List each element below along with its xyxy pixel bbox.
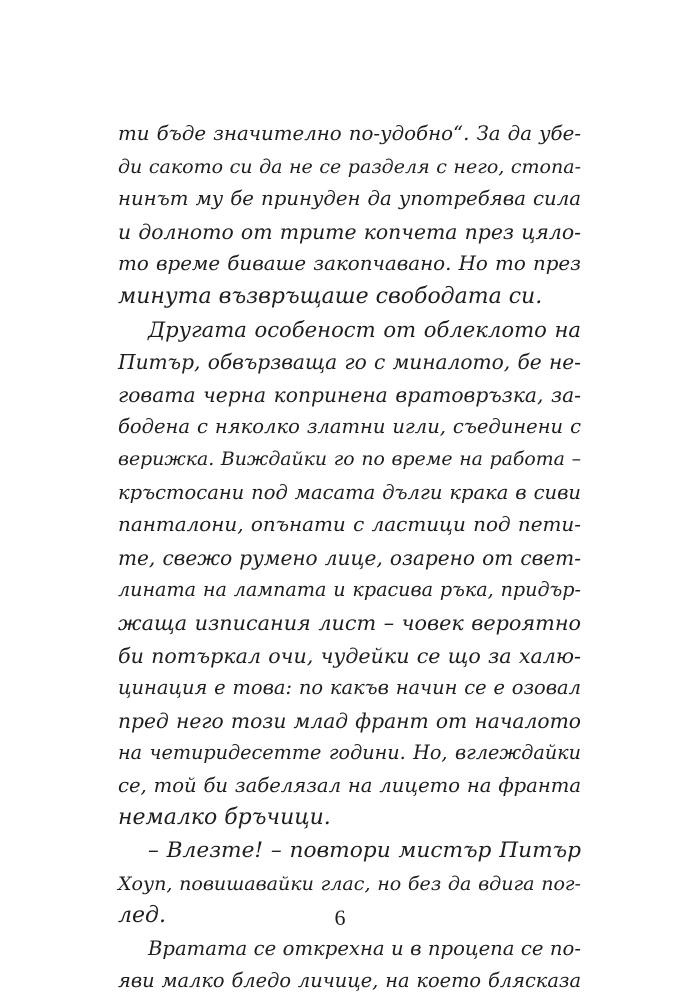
page-number: 6 xyxy=(334,905,346,930)
text-line: верижка. Виждайки го по време на работа – xyxy=(118,448,581,470)
text-line: Другата особеност от облеклото на xyxy=(148,316,581,342)
text-line: се, той би забелязал на лицето на франта xyxy=(118,773,581,797)
text-line: лината на лампата и красива ръка, придър- xyxy=(118,578,581,602)
text-line: бодена с няколко златни игли, съединени с xyxy=(118,415,581,439)
text-line: ти бъде значително по-удобно“. За да убе- xyxy=(118,122,581,145)
text-line: панталони, опънати с ластици под пети- xyxy=(118,513,581,537)
text-line: яви малко бледо личице, на което блясказа xyxy=(118,969,581,993)
text-line: лед. xyxy=(118,903,166,929)
text-line: пред него този млад франт от началото xyxy=(118,708,581,733)
text-line: кръстосани под масата дълги крака в сиви xyxy=(118,480,581,504)
text-line: би потъркал очи, чудейки се що за халю- xyxy=(118,643,581,668)
text-line: говата черна копринена вратовръзка, за- xyxy=(118,382,581,407)
body-text xyxy=(118,118,581,998)
text-line: нинът му бе принуден да употребява сила xyxy=(118,187,581,211)
text-line: на четиридесетте години. Но, вглеждайки xyxy=(118,741,581,765)
text-line: минута възвръщаше свободата си. xyxy=(118,283,543,309)
text-line: немалко бръчици. xyxy=(118,805,331,831)
text-line: Питър, обвързваща го с миналото, бе не- xyxy=(118,350,581,375)
text-line: те, свежо румено лице, озарено от свет- xyxy=(118,545,581,570)
text-line: – Влезте! – повтори мистър Питър xyxy=(148,838,581,864)
text-line: Вратата се открехна и в процепа се по- xyxy=(148,936,581,960)
text-line: то време биваше закопчавано. Но то през xyxy=(118,252,581,276)
text-line: ди сакото си да не се разделя с него, стопа- xyxy=(118,155,581,178)
text-line: Хоуп, повишавайки глас, но без да вдига пог- xyxy=(118,872,581,895)
text-line: жаща изписания лист – човек вероятно xyxy=(118,610,581,635)
text-line: цинация е това: по какъв начин се е озовал xyxy=(118,676,581,700)
text-line: и долното от трите копчета през цяло- xyxy=(118,219,581,244)
